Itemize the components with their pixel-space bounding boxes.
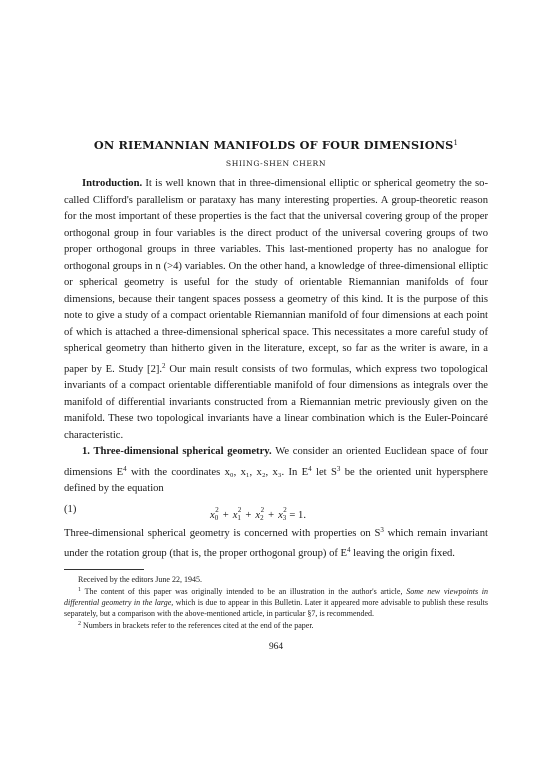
introduction-paragraph: Introduction. It is well known that in three-dimensional elliptic or spherical geometry the so-called Clifford's parallelism or parataxy has many interesting properties. A group-theoretic reason for the most important of these properties is the fact that the universal covering group of the proper orthogonal group in four variables is the direct product of the universal covering groups of two proper orthogonal groups in three variables. This last-mentioned property has no analogue for orthogonal groups in n (>4) variables. On the other hand, a knowledge of three-dimensional elliptic or spherical geometry is useful for the study of orientable Riemannian manifolds of four dimensions, because their tangent spaces possess a geometry of this kind. It is the purpose of this note to give a study of a compact orientable Riemannian manifold of four dimensions at each point of which is attached a three-dimensional spherical space. This necessitates a more careful study of spherical geometry than hitherto given in the literature, except, so far as the writer is aware, in a paper by E. Study [2].$^2$ Our main result consists of two formulas, which express two topological invariants of a compact orientable differentiable manifold of four dimensions as integrals over the manifold of differential invariants constructed from a Riemannian metric previously given on the manifold. These two topological invariants have a linear combination which is the Euler-Poincaré characteristic. <box>64 178 488 441</box>
footnote-1: $^1$ The content of this paper was originally intended to be an illustration in the author's article, Some new viewpoints in differential geometry in the large, which is due to appear in this Bulletin. Later it appeared more advisable to publish these results separately, but a comparison with the above-mentioned article, in particular §7, is recommended. <box>64 586 489 619</box>
footnote-ref-2: 2 <box>162 361 166 370</box>
section-1-paragraph: 1. Three-dimensional spherical geometry. We consider an oriented Euclidean space of four dimensions $E^4$ with the coordinates x₀, x₁, x₂, x₃. In $E^4$ let $S^3$ be the oriented unit hypersphere defined by the equation <box>64 446 488 494</box>
equation-number: (1) <box>64 503 77 515</box>
title-footnote-mark: 1 <box>453 139 459 147</box>
footnote-divider <box>64 569 144 570</box>
paper-title: ON RIEMANNIAN MANIFOLDS OF FOUR DIMENSIONS$^1$ <box>93 138 459 152</box>
page-number: 964 <box>268 641 284 652</box>
introduction-heading: Introduction. <box>82 178 143 189</box>
section-1-heading: 1. Three-dimensional spherical geometry. <box>82 446 272 457</box>
footnote-2: $^2$ Numbers in brackets refer to the references cited at the end of the paper. <box>78 621 314 631</box>
author-name: SHIING-SHEN CHERN <box>225 159 327 168</box>
equation-expression: $x_0^2 + x_1^2 + x_2^2 + x_3^2 = 1$. <box>210 505 306 522</box>
page <box>64 138 488 652</box>
equation-1 <box>64 500 488 520</box>
post-equation-paragraph: Three-dimensional spherical geometry is concerned with properties on $S^3$ which remain invariant under the rotation group (that is, the proper orthogonal group) of $E^4$ leaving the origin fixed. <box>64 525 488 559</box>
footnote-received: Received by the editors June 22, 1945. <box>78 574 202 584</box>
